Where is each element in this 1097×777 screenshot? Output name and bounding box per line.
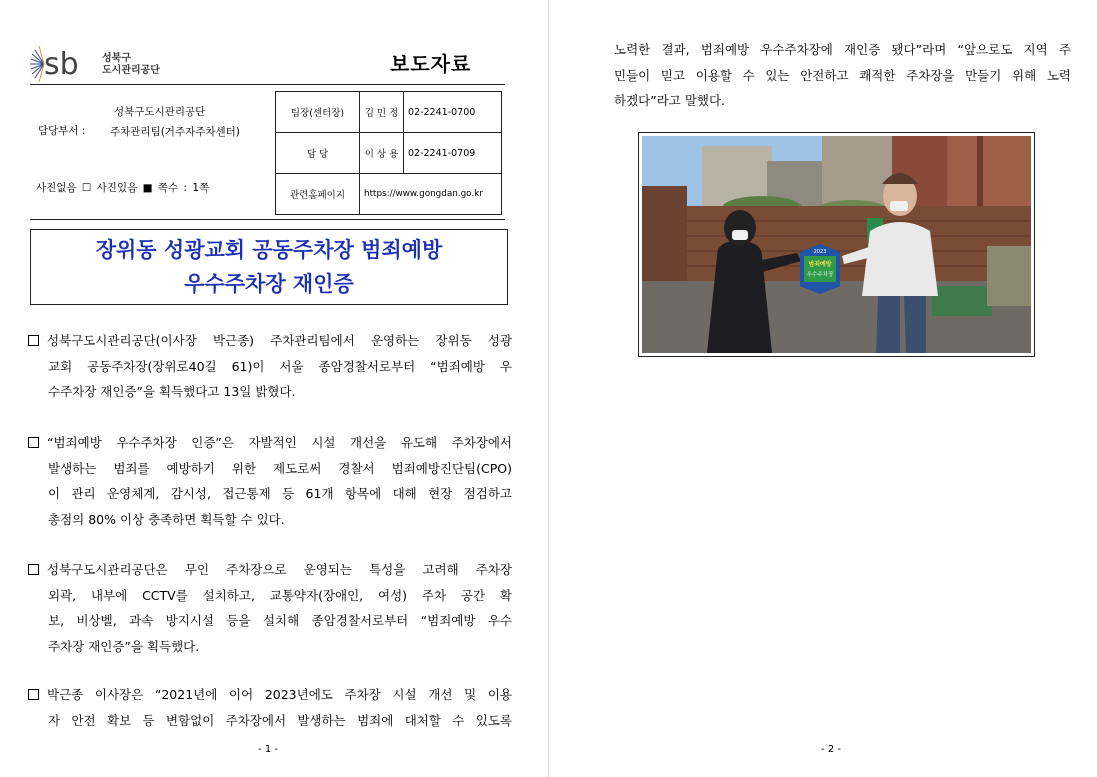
contact-table — [275, 91, 502, 215]
paragraph-line: 하겠다”라고 말했다. — [614, 93, 726, 109]
paragraph-2 — [28, 430, 512, 532]
contact-phone: 02-2241-0709 — [404, 133, 502, 174]
headline-line-2: 우수주차장 재인증 — [184, 272, 354, 296]
org-name: 성북구도시관리공단 — [114, 106, 206, 118]
sb-logo — [30, 42, 180, 86]
paragraph-line: 수주차장 재인증”을 획득했다고 13일 밝혔다. — [48, 384, 296, 400]
contact-role: 관련홈페이지 — [276, 174, 360, 215]
paragraph-3 — [28, 557, 512, 659]
contact-name: 이 상 용 — [360, 133, 404, 174]
contact-phone: 02-2241-0700 — [404, 92, 502, 133]
sb-logo-icon — [30, 42, 110, 86]
homepage-link[interactable]: https://www.gongdan.go.kr — [360, 174, 502, 215]
paragraph-line: 이 관리 운영체계, 감시성, 접근통제 등 61개 항목에 대해 현장 점검하고 — [48, 486, 512, 502]
page-number: - 2 - — [821, 744, 841, 755]
paragraph-line: 보, 비상벨, 과속 방지시설 등을 설치해 종암경찰서로부터 “범죄예방 우수 — [48, 613, 512, 629]
header-rule-top — [30, 84, 505, 85]
contact-name: 김 민 정 — [360, 92, 404, 133]
paragraph-line: “범죄예방 우수주차장 인증”은 자발적인 시설 개선을 유도해 주차장에서 — [47, 435, 512, 450]
paragraph-continued — [614, 37, 1071, 114]
certificate-photo-frame — [638, 132, 1035, 357]
logo-line-1: 성북구 — [102, 53, 131, 64]
paragraph-line: 노력한 결과, 범죄예방 우수주차장에 재인증 됐다”라며 “앞으로도 지역 주 — [614, 42, 1071, 57]
headline-line-1: 장위동 성광교회 공동주차장 범죄예방 — [95, 238, 443, 262]
paragraph-line: 민들이 믿고 이용할 수 있는 안전하고 쾌적한 주차장을 만들기 위해 노력 — [614, 67, 1071, 83]
paragraph-line: 발생하는 범죄를 예방하기 위한 제도로써 경찰서 범죄예방진단팀(CPO) — [48, 460, 512, 476]
page-2 — [549, 0, 1097, 777]
contact-role: 팀장(센터장) — [276, 92, 360, 133]
paragraph-line: 자 안전 확보 등 변함없이 주차장에서 발생하는 범죄에 대처할 수 있도록 — [48, 712, 512, 728]
paragraph-line: 성북구도시관리공단(이사장 박근종) 주차관리팀에서 운영하는 장위동 성광 — [47, 333, 512, 348]
photo-status: 사진없음 ☐ 사진있음 ■ 쪽수 : 1쪽 — [36, 182, 210, 194]
dept-label: 담당부서 : — [38, 125, 86, 137]
checkbox-bullet-icon — [28, 437, 39, 448]
page-number: - 1 - — [258, 744, 278, 755]
sign-line-1: 범죄예방 — [808, 261, 832, 268]
headline-box — [30, 229, 508, 305]
sign-year: 2023 — [813, 249, 827, 255]
contact-row — [276, 174, 502, 215]
sign-line-2: 우수주차장 — [806, 272, 834, 278]
paragraph-line: 성북구도시관리공단은 무인 주차장으로 운영되는 특성을 고려해 주차장 — [47, 562, 512, 577]
checkbox-bullet-icon — [28, 335, 39, 346]
paragraph-line: 총점의 80% 이상 충족하면 획득할 수 있다. — [48, 511, 285, 527]
svg-text:sb: sb — [44, 47, 79, 82]
paragraph-line: 박근종 이사장은 “2021년에 이어 2023년에도 주차장 시설 개선 및 이용 — [47, 687, 512, 702]
press-release-title: 보도자료 — [390, 52, 472, 76]
logo-text — [102, 53, 160, 77]
logo-line-2: 도시관리공단 — [102, 65, 160, 76]
paragraph-1 — [28, 328, 512, 405]
team-name: 주차관리팀(거주자주차센터) — [110, 126, 240, 138]
contact-row — [276, 133, 502, 174]
paragraph-line: 교회 공동주차장(장위로40길 61)이 서울 종암경찰서로부터 “범죄예방 우 — [48, 358, 512, 374]
contact-role: 담 당 — [276, 133, 360, 174]
paragraph-4 — [28, 682, 512, 733]
paragraph-line: 외곽, 내부에 CCTV를 설치하고, 교통약자(장애인, 여성) 주차 공간 확 — [48, 587, 512, 603]
contact-row — [276, 92, 502, 133]
header-rule-bottom — [30, 219, 505, 220]
page-1 — [0, 0, 548, 777]
checkbox-bullet-icon — [28, 689, 39, 700]
checkbox-bullet-icon — [28, 564, 39, 575]
paragraph-line: 주차장 재인증”을 획득했다. — [48, 638, 200, 654]
certificate-handover-photo — [642, 136, 1031, 353]
